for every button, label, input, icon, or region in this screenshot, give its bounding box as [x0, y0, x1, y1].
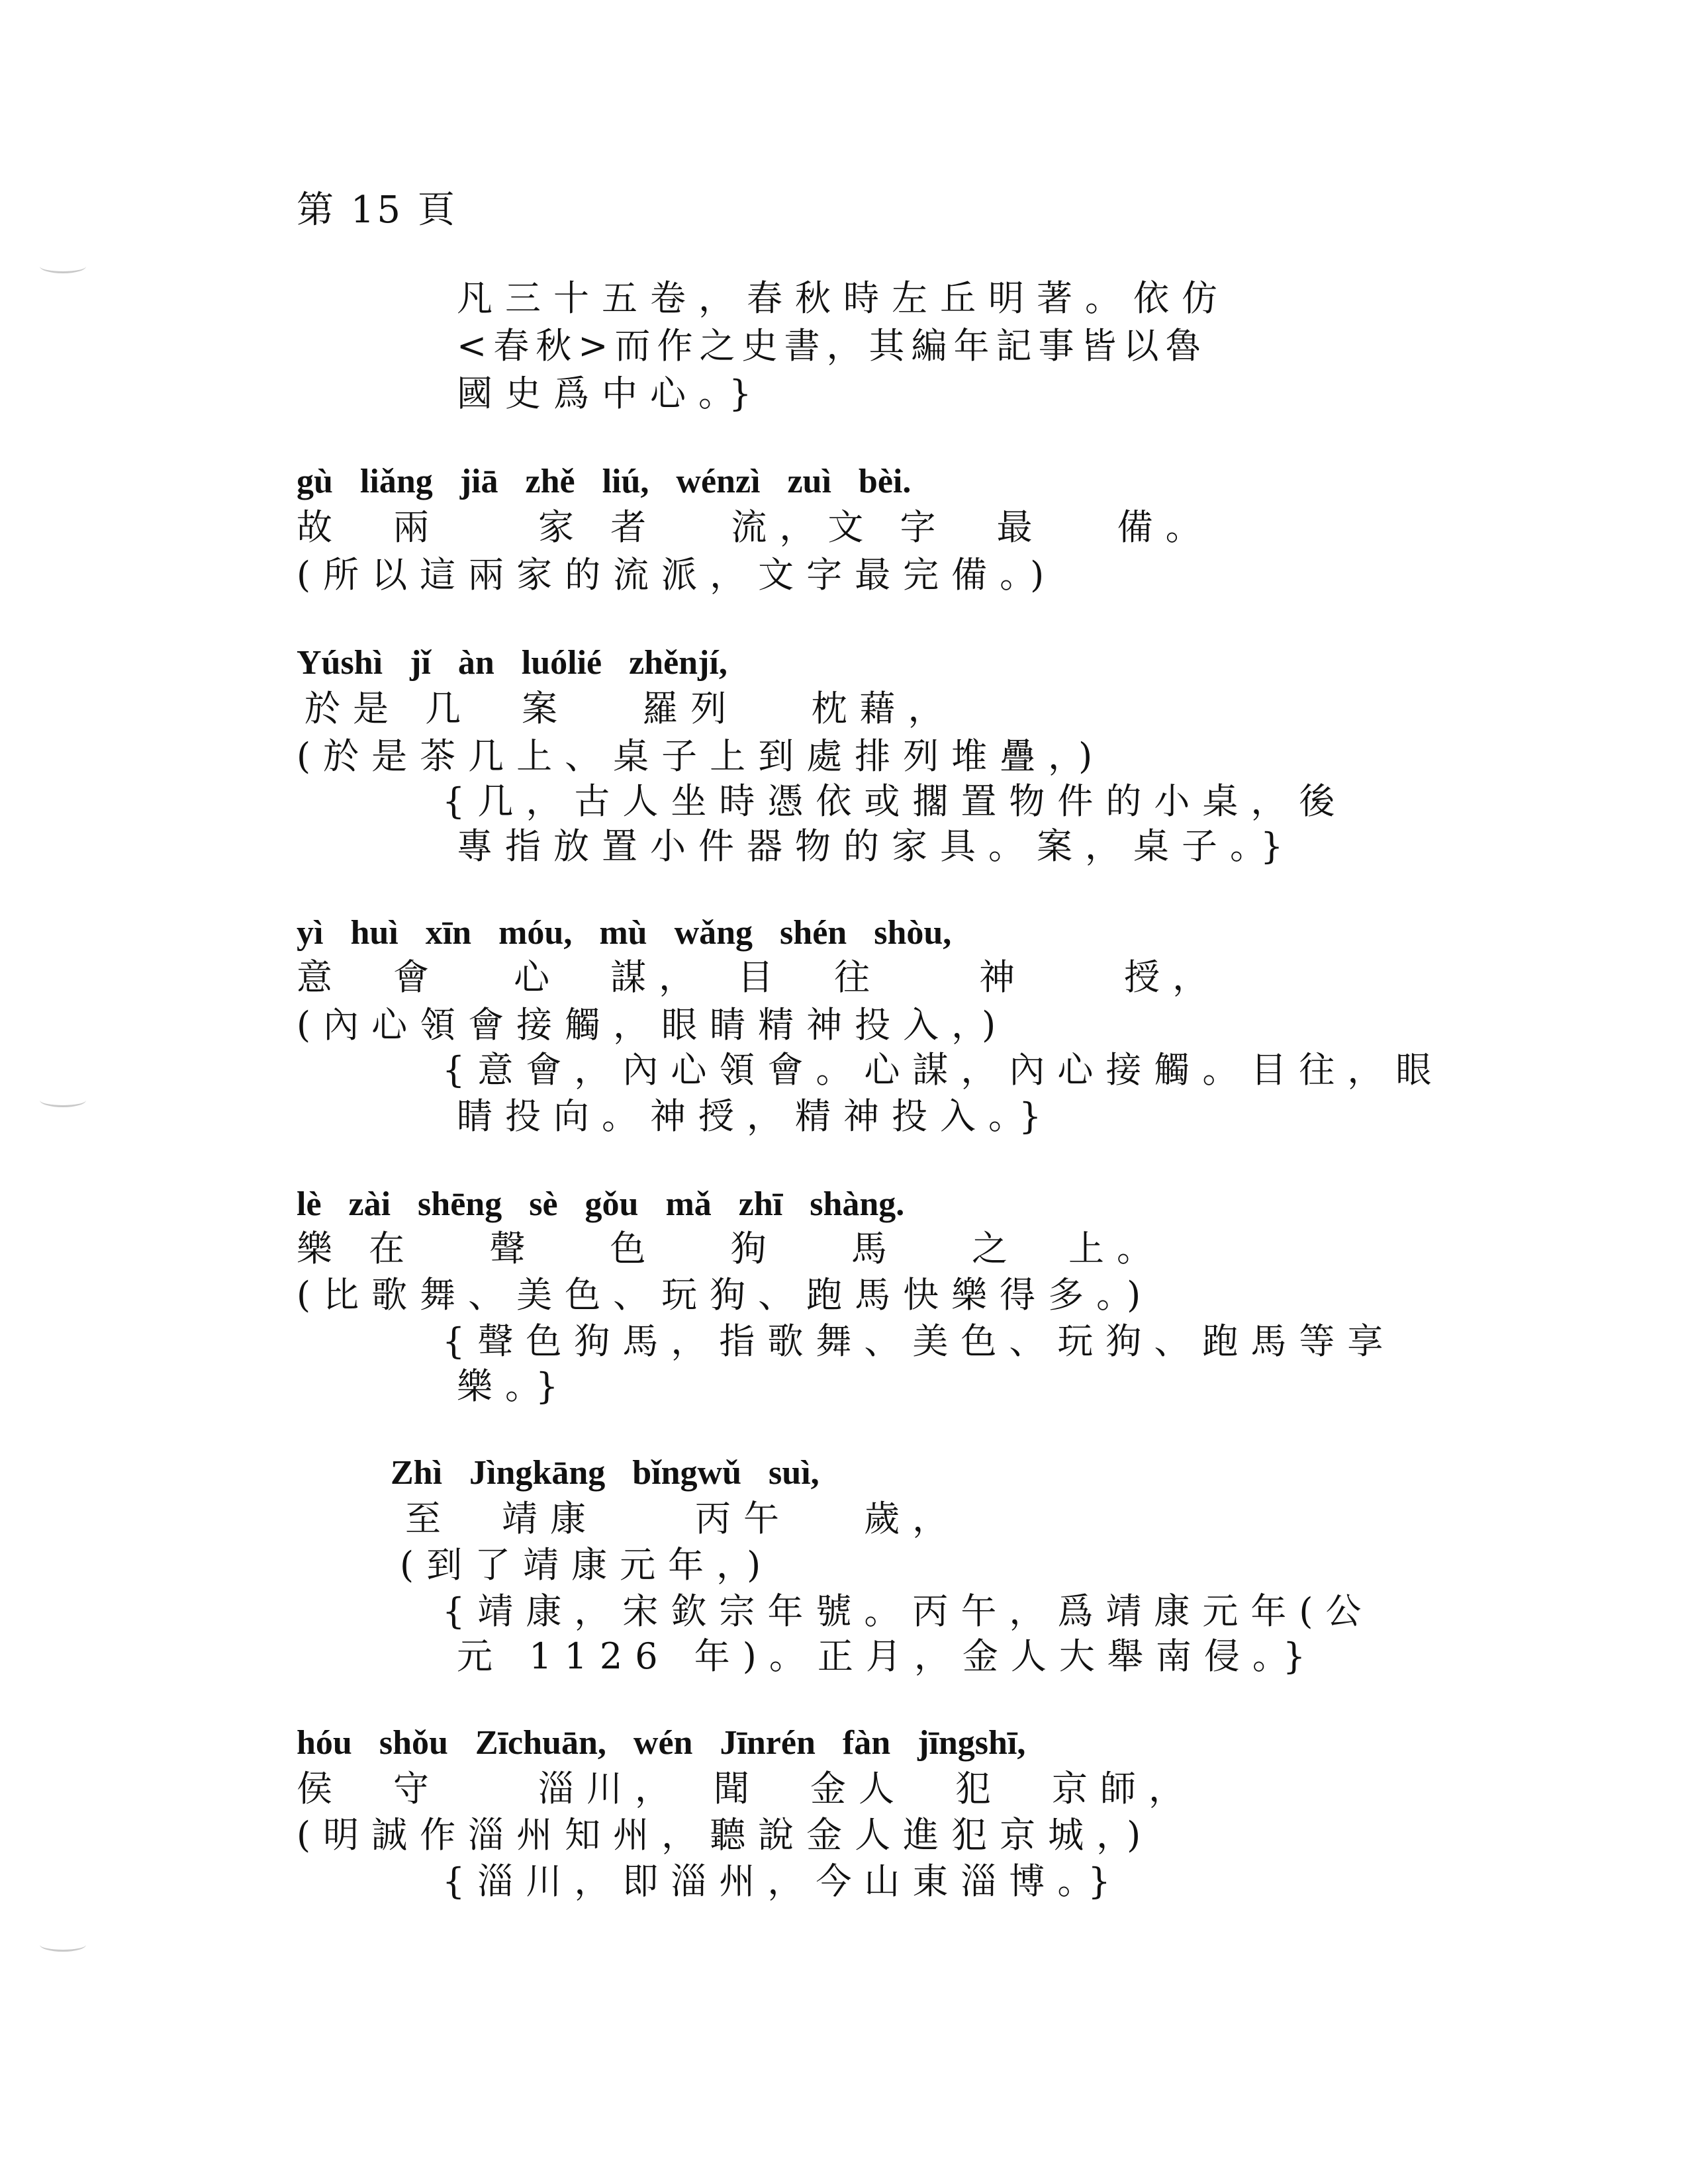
note-line: 樂。} [457, 1365, 571, 1407]
pinyin-line: Yúshì jǐ àn luólié zhěnjí, [297, 644, 727, 682]
page-title: 第 15 頁 [297, 189, 457, 232]
note-line: {几，古人坐時憑依或擱置物件的小桌，後 [442, 780, 1348, 822]
note-line: 元 1126 年)。正月，金人大舉南侵。} [457, 1635, 1319, 1677]
note-line: 國史爲中心。} [457, 373, 765, 414]
chinese-line: 故 兩 家 者 流，文 字 最 備。 [297, 506, 1214, 548]
chinese-line: 樂 在 聲 色 狗 馬 之 上。 [297, 1228, 1165, 1269]
note-line: 專指放置小件器物的家具。案，桌子。} [457, 825, 1296, 867]
note-line: 凡三十五卷，春秋時左丘明著。依仿 [457, 277, 1230, 319]
pinyin-line: yì huì xīn móu, mù wǎng shén shòu, [297, 914, 952, 952]
translation-line: (於是茶几上、桌子上到處排列堆疊，) [297, 735, 1105, 777]
pinyin-line: Zhì Jìngkāng bǐngwǔ suì, [391, 1454, 820, 1492]
translation-line: (比歌舞、美色、玩狗、跑馬快樂得多。) [297, 1274, 1154, 1316]
translation-line: (內心領會接觸，眼睛精神投入，) [297, 1004, 1009, 1046]
note-line: {靖康，宋欽宗年號。丙午，爲靖康元年(公 [442, 1590, 1374, 1632]
note-line: {淄川，即淄州，今山東淄博。} [442, 1860, 1123, 1902]
translation-line: (明誠作淄州知州，聽說金人進犯京城，) [297, 1814, 1154, 1856]
chinese-line: 於是 几 案 羅列 枕藉， [305, 688, 957, 729]
chinese-line: 侯 守 淄川， 聞 金人 犯 京師， [297, 1768, 1197, 1809]
note-line: 睛投向。神授，精神投入。} [457, 1095, 1055, 1137]
pinyin-line: lè zài shēng sè gǒu mǎ zhī shàng. [297, 1185, 905, 1223]
punch-mark [40, 259, 86, 273]
pinyin-line: gù liǎng jiā zhě liú, wénzì zuì bèi. [297, 463, 912, 500]
translation-line: (到了靖康元年，) [400, 1544, 774, 1586]
note-line: {聲色狗馬，指歌舞、美色、玩狗、跑馬等享 [442, 1320, 1396, 1362]
pinyin-line: hóu shǒu Zīchuān, wén Jīnrén fàn jīngshī, [297, 1724, 1026, 1762]
chinese-line: 意 會 心 謀， 目 往 神 授， [297, 956, 1221, 998]
chinese-line: 至 靖康 丙午 歲， [405, 1498, 961, 1539]
punch-mark [40, 1938, 86, 1952]
note-line: <春秋>而作之史書，其編年記事皆以魯 [457, 325, 1208, 367]
note-line: {意會，內心領會。心謀，內心接觸。目往，眼 [442, 1049, 1444, 1091]
punch-mark [40, 1093, 86, 1107]
translation-line: (所以這兩家的流派，文字最完備。) [297, 554, 1057, 596]
